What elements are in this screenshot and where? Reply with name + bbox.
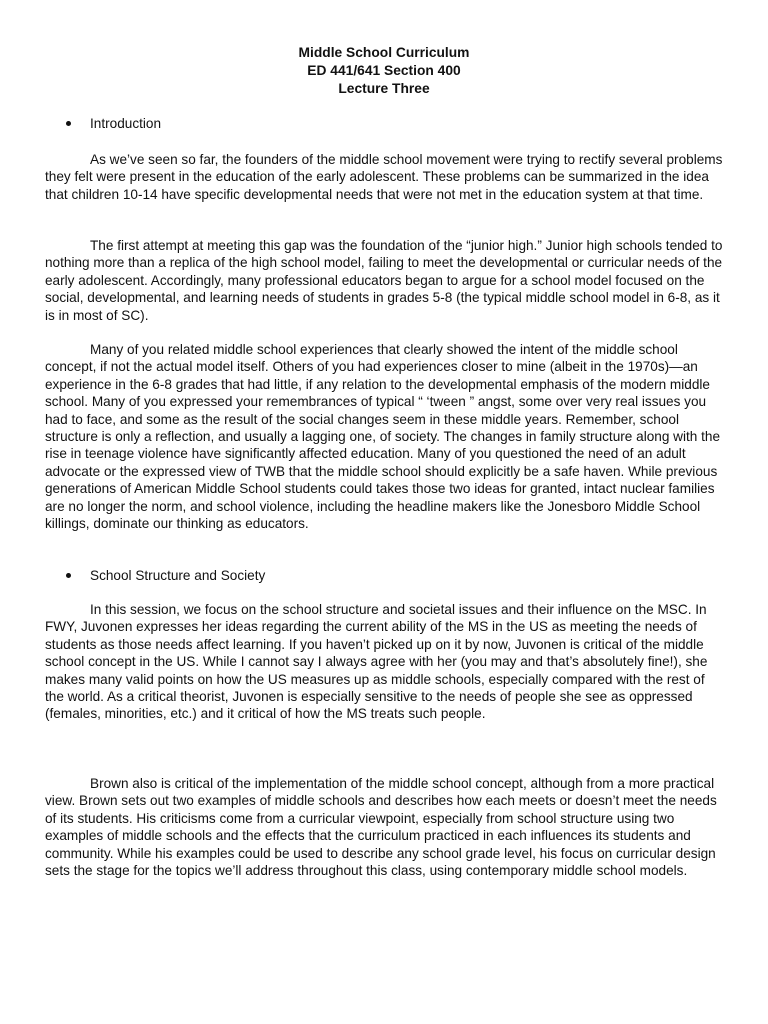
bullet-icon xyxy=(66,121,71,126)
paragraph: Many of you related middle school experiences that clearly showed the intent of the middle school concept, if not the actual model itself. Others of you had experiences closer to mine (albeit in the 1970s)—an experience in the 6-8 grades that had little, if any relation to the developmental emphasis of the modern middle school. Many of you expressed your remembrances of typical “ ‘tween ” angst, some over very real issues you had to face, and some as the result of the social changes seem in these middle years. Remember, school structure is only a reflection, and usually a lagging one, of society. The changes in family structure along with the rise in teenage violence have significantly affected education. Many of you questioned the need of an adult advocate or the expressed view of TWB that the middle school should explicitly be a safe haven. While previous generations of American Middle School students could takes those two ideas for granted, intact nuclear families are no longer the norm, and school violence, including the headline makers like the Jonesboro Middle School killings, dominate our thinking as educators. xyxy=(45,342,721,532)
course-number: ED 441/641 Section 400 xyxy=(307,63,461,78)
document-title: Middle School Curriculum xyxy=(298,45,470,60)
section-heading-text: School Structure and Society xyxy=(90,568,266,583)
lecture-number: Lecture Three xyxy=(338,81,430,96)
section-heading-school-structure xyxy=(66,567,726,585)
bullet-icon xyxy=(66,573,71,578)
paragraph: The first attempt at meeting this gap was the foundation of the “junior high.” Junior high schools tended to nothing more than a replica of the high school model, failing to meet the developmental or curricular needs of the early adolescent. Accordingly, many professional educators began to argue for a school model focused on the social, developmental, and learning needs of students in grades 5-8 (the typical middle school model in 6-8, as it is in most of SC). xyxy=(45,238,723,323)
paragraph: As we’ve seen so far, the founders of the middle school movement were trying to rectify several problems they felt were present in the education of the early adolescent. These problems can be summarized in the idea that children 10-14 have specific developmental needs that were not met in the education system at that time. xyxy=(45,152,723,202)
paragraph: Brown also is critical of the implementation of the middle school concept, although from a more practical view. Brown sets out two examples of middle schools and describes how each meets or doesn’t meet the needs of its students. His criticisms come from a curricular viewpoint, especially from school structure using two examples of middle schools and the effects that the curriculum practiced in each influences its students and community. While his examples could be used to describe any school grade level, his focus on curricular design sets the stage for the topics we’ll address throughout this class, using contemporary middle school models. xyxy=(45,776,717,879)
section-heading-introduction xyxy=(66,115,726,133)
document-header xyxy=(0,44,768,98)
section-heading-text: Introduction xyxy=(90,116,162,131)
paragraph: In this session, we focus on the school structure and societal issues and their influence on the MSC. In FWY, Juvonen expresses her ideas regarding the current ability of the MS in the US as meeting the needs of students as those needs affect learning. If you haven’t picked up on it by now, Juvonen is critical of the middle school concept in the US. While I cannot say I always agree with her (you may and that’s absolutely fine!), she makes many valid points on how the US measures up as middle schools, especially compared with the rest of the world. As a critical theorist, Juvonen is especially sensitive to the needs of people she see as oppressed (females, minorities, etc.) and it critical of how the MS treats such people. xyxy=(45,602,708,722)
